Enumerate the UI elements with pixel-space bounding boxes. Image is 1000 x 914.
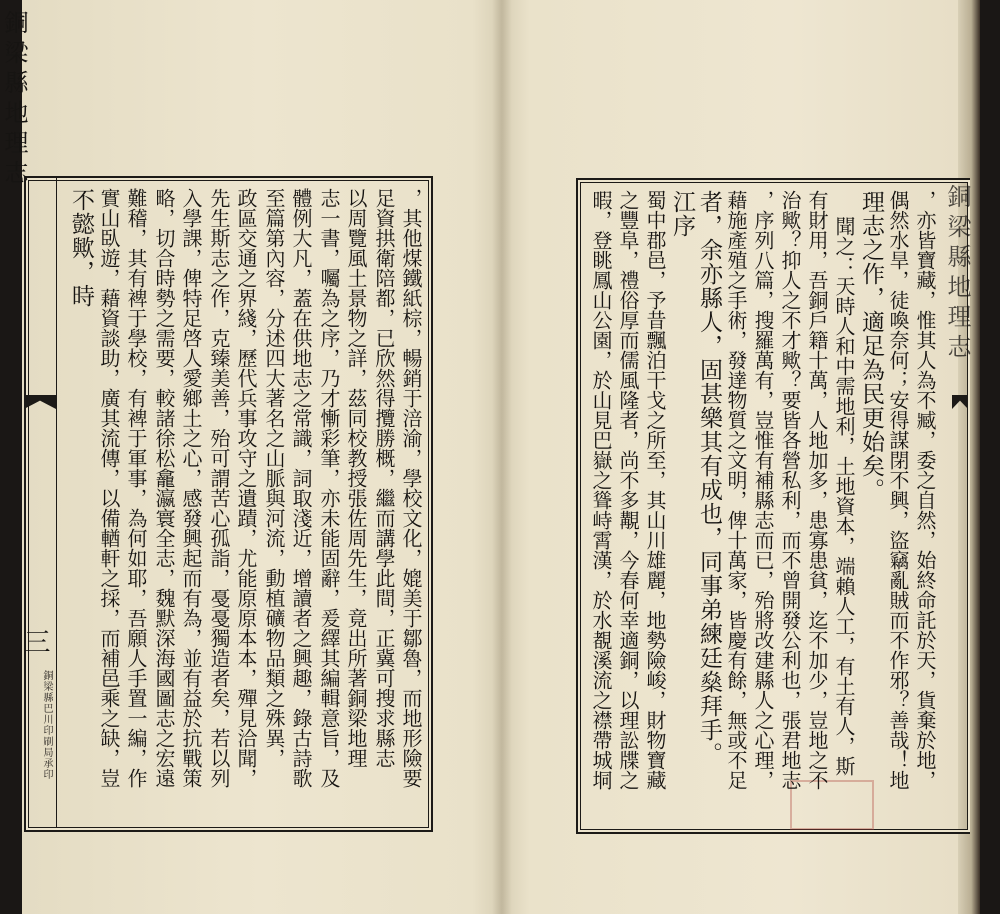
- text-column: 足資拱衛陪都，已欣然得攬勝概，繼而講學此間，正冀可搜求縣志: [372, 188, 396, 768]
- text-column: 難稽，其有裨于學校，有裨于軍事，為何如耶，吾願人手置一編，作: [124, 188, 148, 788]
- text-column: 藉施產殖之手術，發達物質之文明，俾十萬家，皆慶有餘，無或不足: [724, 190, 748, 790]
- text-column: 政區交通之界綫，歷代兵事攻守之遺蹟，尤能原原本本，殫見洽聞，: [234, 188, 258, 788]
- text-column: 者，余亦縣人，固甚樂其有成也，同事弟練廷燊拜手。: [696, 190, 722, 766]
- book-title: 銅梁縣地理志: [0, 10, 28, 190]
- text-column: 有財用，吾銅戶籍十萬，人地加多，患寡患貧，迄不加少，豈地之不: [805, 190, 829, 790]
- text-column: 略，切合時勢之需要，較諸徐松龕瀛寰全志，魏默深海國圖志之宏遠: [152, 188, 176, 788]
- text-column: ，亦皆寶藏，惟其人為不臧，委之自然，始終命託於天，貨棄於地，: [913, 190, 937, 790]
- text-column: 聞之：天時人和中需地利，土地資本，端賴人工，有土有人，斯: [832, 216, 856, 776]
- text-column: ，其他煤鐵紙棕，暢銷于涪渝，學校文化，媲美于鄒魯，而地形險要: [399, 188, 423, 788]
- text-column: 之豐阜，禮俗厚而儒風隆者，尚不多覯，今春何幸適銅，以理訟牒之: [616, 190, 640, 790]
- right-page-header-fragment: 銅梁縣地理志: [943, 184, 971, 364]
- book-gutter: [492, 0, 512, 914]
- publisher-imprint: 銅梁縣巴川印刷局承印: [41, 670, 52, 780]
- page-number: 三: [20, 628, 50, 654]
- section-heading: 江序: [669, 190, 695, 238]
- text-column: 偶然水旱，徒喚奈何；安得謀閉不興，盜竊亂賊而不作邪？善哉！地: [886, 190, 910, 790]
- text-column: 實山臥遊，藉資談助，廣其流傳，以備輶軒之採，而補邑乘之缺，豈: [97, 188, 121, 788]
- text-column: 入學課，俾特足啓人愛鄉土之心，感發興起而有為，並有益於抗戰策: [179, 188, 203, 788]
- text-column: 理志之作，適足為民更始矣。: [858, 190, 884, 502]
- text-column: 以周覽風土景物之詳，茲同校教授張佐周先生，竟出所著銅梁地理: [344, 188, 368, 768]
- text-column: 志一書，囑為之序，乃才慚彩筆，亦未能固辭，爰繹其編輯意旨，及: [317, 188, 341, 788]
- text-column: 至篇第內容，分述四大著名之山脈與河流，動植礦物品類之殊異，: [262, 188, 286, 768]
- text-column: ，序列八篇，搜羅萬有，豈惟有補縣志而已，殆將改建縣人之心理，: [751, 190, 775, 790]
- text-column: 先生斯志之作，克臻美善，殆可謂苦心孤詣，戞戞獨造者矣，若以列: [207, 188, 231, 788]
- text-column: 暇，登眺鳳山公園，於山見巴嶽之聳峙霄漢，於水覩溪流之襟帶城垌: [589, 190, 613, 790]
- text-column: 治歟？抑人之不才歟？要皆各營私利，而不曾開發公利也，張君地志: [778, 190, 802, 790]
- text-column: 不懿歟，時: [68, 188, 94, 308]
- text-column: 體例大凡，蓋在供地志之常識，詞取淺近，增讀者之興趣，錄古詩歌: [289, 188, 313, 788]
- text-column: 蜀中郡邑，予昔飄泊干戈之所至，其山川雄麗，地勢險峻，財物寶藏: [643, 190, 667, 790]
